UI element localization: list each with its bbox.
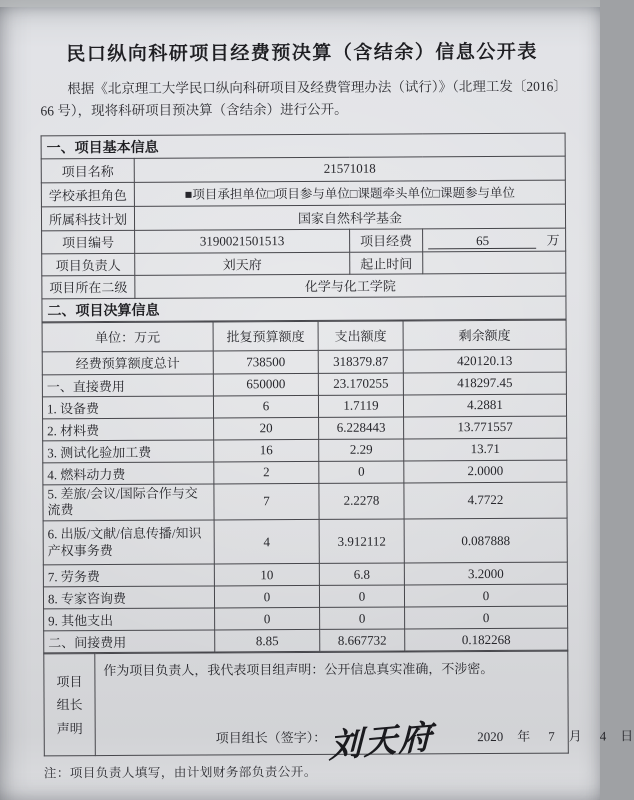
- program-row: [41, 204, 565, 231]
- section1-title: 一、项目基本信息: [41, 133, 565, 159]
- row-label: 8. 专家咨询费: [43, 586, 214, 609]
- project-name-value: 21571018: [134, 156, 565, 182]
- footnote: 注：项目负责人填写，由计划财务部负责公开。: [43, 765, 317, 781]
- row-remaining: 2.0000: [404, 460, 567, 483]
- handwritten-signature: 刘天府: [328, 719, 434, 766]
- row-approved: 7: [214, 483, 319, 520]
- role-label: 学校承担角色: [41, 182, 134, 206]
- row-approved: 20: [214, 417, 319, 440]
- section2-title: 二、项目决算信息: [42, 296, 566, 322]
- role-checkboxes: ■项目承担单位□项目参与单位□课题牵头单位□课题参与单位: [134, 180, 565, 206]
- row-remaining: 4.2881: [403, 394, 566, 417]
- pi-label: 项目负责人: [42, 253, 135, 275]
- date-month-unit: 月: [568, 728, 582, 744]
- declaration-statement: 作为项目负责人，我代表项目组声明：公开信息真实准确，不涉密。: [103, 661, 494, 679]
- program-value: 国家自然科学基金: [134, 204, 565, 230]
- budget-row-materials: [43, 416, 567, 441]
- row-approved: 16: [214, 439, 319, 462]
- row-label: 7. 劳务费: [43, 564, 214, 587]
- budget-row-other: [44, 606, 568, 631]
- funds-amount: 65: [429, 233, 537, 250]
- row-remaining: 418297.45: [403, 372, 566, 395]
- project-name-label: 项目名称: [41, 158, 134, 182]
- declaration-body: [95, 651, 634, 766]
- row-spent: 6.8: [319, 563, 404, 585]
- role-row: [41, 180, 565, 207]
- row-label: 3. 测试化验加工费: [43, 440, 214, 463]
- budget-row-travel: [43, 482, 567, 522]
- row-approved: 2: [214, 461, 319, 484]
- side-label-line: 组长: [56, 697, 83, 713]
- row-remaining: 0.182268: [405, 628, 568, 651]
- row-label: 9. 其他支出: [44, 608, 215, 631]
- row-approved: 0: [214, 586, 319, 609]
- duration-label: 起止时间: [350, 251, 423, 273]
- date-year: 2020: [477, 729, 504, 745]
- row-label: 经费预算额度总计: [42, 351, 213, 375]
- date-year-unit: 年: [517, 729, 531, 745]
- date-month: 7: [548, 729, 555, 745]
- row-spent: 1.7119: [318, 395, 403, 417]
- budget-col-unit: 单位：万元: [42, 322, 213, 352]
- declaration-table: [43, 651, 634, 766]
- budget-header-row: [42, 320, 566, 352]
- dept-value: 化学与化工学院: [135, 273, 566, 298]
- page-title: 民口纵向科研项目经费预决算（含结余）信息公开表: [66, 41, 538, 66]
- photo-top-edge: [0, 0, 600, 7]
- row-remaining: 13.771557: [404, 416, 567, 439]
- row-spent: 8.667732: [320, 629, 405, 651]
- pi-value: 刘天府: [135, 252, 350, 275]
- row-remaining: 0: [405, 606, 568, 629]
- budget-table: [42, 319, 569, 654]
- row-remaining: 420120.13: [403, 349, 566, 373]
- row-remaining: 0.087888: [404, 518, 567, 563]
- row-spent: 6.228443: [319, 417, 404, 439]
- row-approved: 650000: [213, 373, 318, 396]
- budget-row-testing: [43, 438, 567, 463]
- intro-paragraph: 根据《北京理工大学民口纵向科研项目及经费管理办法（试行）》（北理工发〔2016〕66 号），现将科研项目预决算（含结余）进行公开。: [40, 78, 561, 119]
- row-approved: 10: [214, 564, 319, 587]
- row-remaining: 3.2000: [404, 562, 567, 585]
- dept-label: 项目所在二级: [42, 275, 135, 298]
- budget-row-total: [42, 349, 566, 375]
- row-spent: 2.2278: [319, 483, 404, 520]
- budget-col-remaining: 剩余额度: [403, 320, 566, 350]
- row-spent: 2.29: [319, 439, 404, 461]
- row-spent: 0: [319, 461, 404, 483]
- basic-info-table: [41, 132, 567, 322]
- budget-row-publication: [43, 518, 567, 565]
- row-label: 5. 差旅/会议/国际合作与交流费: [43, 484, 214, 522]
- row-spent: 23.170255: [318, 373, 403, 395]
- project-no-value: 3190021501513: [135, 229, 350, 253]
- row-approved: 4: [214, 520, 319, 565]
- funds-unit: 万: [546, 232, 560, 248]
- side-label-line: 声明: [56, 720, 83, 736]
- row-approved: 8.85: [215, 630, 320, 653]
- budget-row-expert: [43, 584, 567, 609]
- program-label: 所属科技计划: [41, 206, 134, 230]
- budget-row-fuel: [43, 460, 567, 485]
- sign-label: 项目组长（签字）：: [215, 730, 327, 746]
- row-spent: 3.912112: [319, 519, 404, 563]
- row-label: 二、间接费用: [44, 630, 215, 653]
- section1-header-row: [41, 133, 565, 159]
- project-name-row: [41, 156, 565, 183]
- project-no-label: 项目编号: [42, 230, 135, 253]
- signature-line: [104, 719, 634, 766]
- row-label: 6. 出版/文献/信息传播/知识产权事务费: [43, 520, 214, 565]
- funds-value-cell: [423, 228, 566, 252]
- form-page: [40, 33, 634, 782]
- row-label: 2. 材料费: [43, 418, 214, 441]
- row-approved: 738500: [213, 350, 318, 374]
- date-day: 4: [599, 728, 607, 744]
- row-approved: 0: [215, 608, 320, 631]
- row-remaining: 13.71: [404, 438, 567, 461]
- side-label-line: 项目: [56, 673, 83, 690]
- duration-value: [423, 251, 566, 274]
- budget-row-equipment: [42, 394, 566, 419]
- budget-col-spent: 支出额度: [318, 321, 403, 350]
- row-label: 一、直接费用: [42, 374, 213, 397]
- project-no-row: [42, 228, 566, 254]
- row-remaining: 0: [404, 584, 567, 607]
- budget-row-direct: [42, 372, 566, 397]
- row-spent: 318379.87: [318, 350, 403, 373]
- section2-header-row: [42, 296, 566, 322]
- budget-row-labor: [43, 562, 567, 587]
- row-label: 4. 燃料动力费: [43, 462, 214, 485]
- declaration-row: [44, 651, 569, 756]
- date-day-unit: 日: [620, 728, 634, 744]
- budget-row-indirect: [44, 628, 568, 653]
- declaration-side-label: [44, 654, 96, 756]
- row-remaining: 4.7722: [404, 482, 567, 520]
- row-label: 1. 设备费: [42, 396, 213, 419]
- row-approved: 6: [213, 395, 318, 418]
- dept-row: [42, 273, 566, 299]
- pi-row: [42, 251, 566, 276]
- budget-col-approved: 批复预算额度: [213, 321, 318, 351]
- funds-label: 项目经费: [350, 228, 423, 251]
- row-spent: 0: [319, 585, 404, 607]
- row-spent: 0: [320, 607, 405, 629]
